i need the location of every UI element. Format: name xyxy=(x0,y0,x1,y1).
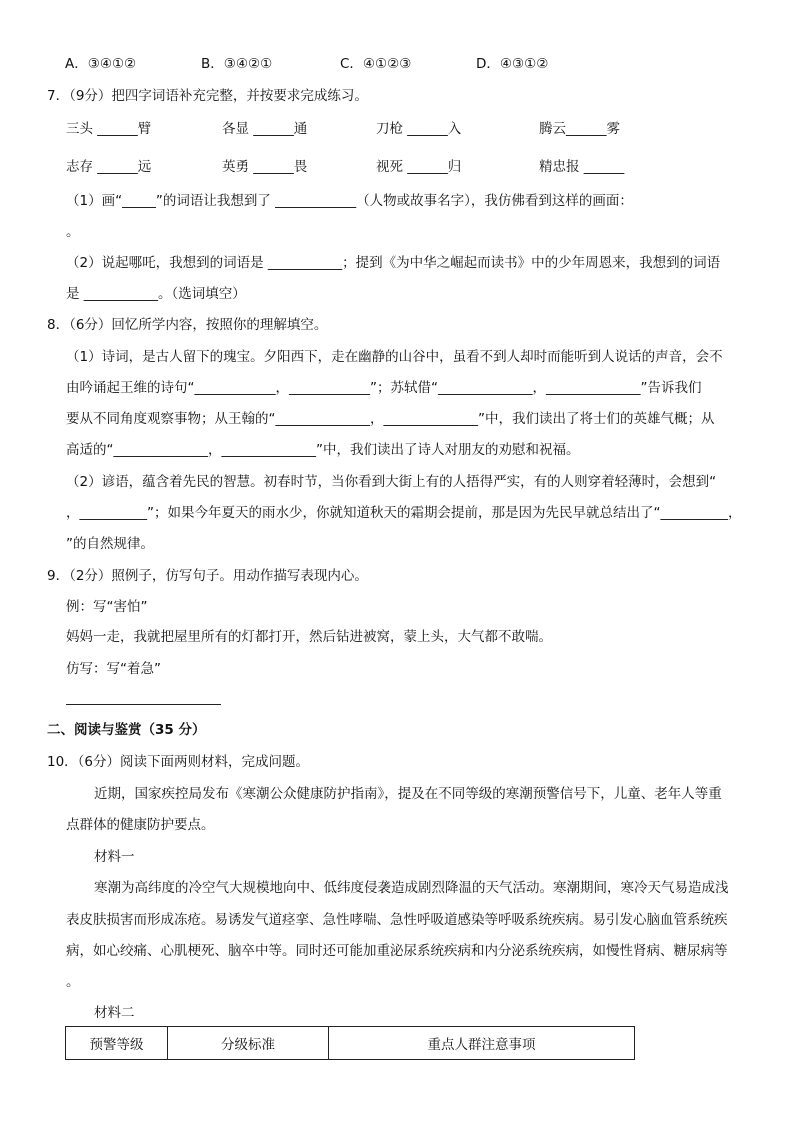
q9-imitate-label: 仿写：写“着急” xyxy=(66,661,161,677)
q8-line: ”的自然规律。 xyxy=(66,536,154,552)
q7-stem: 7．（9分）把四字词语补充完整，并按要求完成练习。 xyxy=(47,88,368,104)
q10-stem: 10．（6分）阅读下面两则材料，完成问题。 xyxy=(47,754,310,770)
q8-line: 要从不同角度观察事物；从王翰的“______________，______________”中，我们读出了将士们的英雄气概；从 xyxy=(66,411,715,427)
q8-line: 高适的“______________，______________”中，我们读出了诗人对朋友的劝慰和祝福。 xyxy=(66,442,580,458)
q8-line: （1）诗词，是古人留下的瑰宝。夕阳西下，走在幽静的山谷中，虽看不到人却时而能听到人说话的声音，会不 xyxy=(66,349,723,365)
q7-word-6: 英勇 ______畏 xyxy=(222,159,308,175)
option-d: D．④③①② xyxy=(476,56,549,72)
material1-title: 材料一 xyxy=(94,849,135,865)
option-a: A．③④①② xyxy=(65,56,137,72)
table-header-cell: 预警等级 xyxy=(66,1027,168,1060)
q7-word-1: 三头 ______臂 xyxy=(66,121,152,137)
q9-stem: 9．（2分）照例子，仿写句子。用动作描写表现内心。 xyxy=(47,568,368,584)
q7-sub1: （1）画“_____”的词语让我想到了 ____________（人物或故事名字），我仿佛看到这样的画面： xyxy=(66,193,633,209)
q8-stem: 8．（6分）回忆所学内容，按照你的理解填空。 xyxy=(47,317,328,333)
q7-sub2: （2）说起哪吒，我想到的词语是 ___________；提到《为中华之崛起而读书》中的少年周恩来，我想到的词语 xyxy=(66,255,721,271)
q7-word-4: 腾云______雾 xyxy=(539,121,620,137)
table-header-row xyxy=(66,1027,635,1060)
material1-line: 表皮肤损害而形成冻疮。易诱发气道痉挛、急性哮喘、急性呼吸道感染等呼吸系统疾病。易引发心脑血管系统疾 xyxy=(66,912,728,928)
option-b: B．③④②① xyxy=(201,56,273,72)
table-header-cell: 重点人群注意事项 xyxy=(329,1027,635,1060)
section-title: 二、阅读与鉴赏（35 分） xyxy=(47,722,206,738)
material1-line: 。 xyxy=(66,974,80,990)
warning-table xyxy=(65,1026,635,1060)
q10-intro: 近期，国家疾控局发布《寒潮公众健康防护指南》，提及在不同等级的寒潮预警信号下，儿童、老年人等重 xyxy=(94,786,722,802)
q9-example-label: 例：写“害怕” xyxy=(66,599,148,615)
q8-line: 由吟诵起王维的诗句“____________，____________”；苏轼借“______________，______________”告诉我们 xyxy=(66,380,702,396)
table-header-cell: 分级标准 xyxy=(168,1027,329,1060)
q9-example-text: 妈妈一走，我就把屋里所有的灯都打开，然后钻进被窝，蒙上头，大气都不敢喘。 xyxy=(66,629,552,645)
q9-answer-line xyxy=(66,704,221,705)
q7-word-8: 精忠报 ______ xyxy=(539,159,625,175)
material1-line: 寒潮为高纬度的冷空气大规模地向中、低纬度侵袭造成剧烈降温的天气活动。寒潮期间，寒冷天气易造成浅 xyxy=(94,880,729,896)
q7-word-7: 视死 ______归 xyxy=(376,159,462,175)
material1-line: 病，如心绞痛、心肌梗死、脑卒中等。同时还可能加重泌尿系统疾病和内分泌系统疾病，如慢性肾病、糖尿病等 xyxy=(66,943,728,959)
option-c: C．④①②③ xyxy=(340,56,412,72)
q7-sub1-end: 。 xyxy=(66,224,80,240)
q8-line: （2）谚语，蕴含着先民的智慧。初春时节，当你看到大街上有的人捂得严实，有的人则穿着轻薄时，会想到“ xyxy=(66,474,717,490)
q8-line: ，__________”；如果今年夏天的雨水少，你就知道秋天的霜期会提前，那是因为先民早就总结出了“__________， xyxy=(66,505,742,521)
q10-intro-cont: 点群体的健康防护要点。 xyxy=(66,817,215,833)
q7-word-5: 志存 ______远 xyxy=(66,159,152,175)
material2-title: 材料二 xyxy=(94,1005,135,1021)
q7-sub2-cont: 是 ___________。（选词填空） xyxy=(66,286,246,302)
q7-word-2: 各显 ______通 xyxy=(222,121,308,137)
q7-word-3: 刀枪 ______入 xyxy=(376,121,462,137)
